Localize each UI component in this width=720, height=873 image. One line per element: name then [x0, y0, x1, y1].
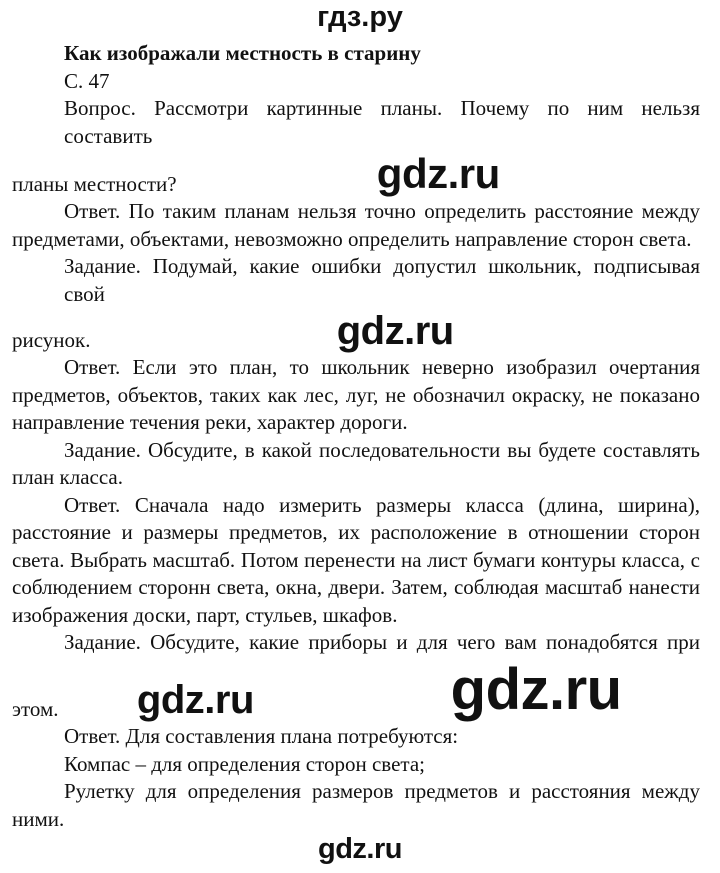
- text-line: этом.: [12, 696, 59, 721]
- text-line: Ответ. По таким планам нельзя точно определить расстояние между: [64, 199, 700, 224]
- watermark-group: [177, 150, 700, 198]
- watermark: gdz.ru: [318, 833, 402, 866]
- text-line: Задание. Подумай, какие ошибки допустил школьник, подписывая свой: [64, 254, 700, 306]
- watermark: gdz.ru: [450, 656, 622, 722]
- text-line: Ответ. Для составления плана потребуются:: [64, 724, 459, 749]
- text-line: Вопрос. Рассмотри картинные планы. Почему по ним нельзя составить: [64, 96, 700, 148]
- text-row: [12, 308, 700, 354]
- text-line: план класса.: [12, 465, 123, 490]
- text-line: предметов, объектов, таких как лес, луг, не обозначил окраску, не показано: [12, 382, 700, 407]
- text-line: рисунок.: [12, 327, 91, 352]
- text-row: [12, 150, 700, 198]
- text-line: Ответ. Сначала надо измерить размеры класса (длина, ширина),: [64, 492, 700, 517]
- text-line: направление течения реки, характер дороги.: [12, 410, 408, 435]
- text-line: расстояние и размеры предметов, их расположение в отношении сторон: [12, 520, 700, 545]
- watermark: gdz.ru: [136, 678, 254, 723]
- text-row: [12, 657, 700, 724]
- watermark-group: [90, 308, 700, 354]
- watermark-group: [59, 657, 700, 724]
- text-line: Ответ. Если это план, то школьник неверно изобразил очертания: [64, 355, 700, 380]
- watermark: gdz.ru: [376, 150, 500, 197]
- text-line: света. Выбрать масштаб. Потом перенести на лист бумаги контуры класса, с: [12, 547, 700, 572]
- text-line: Задание. Обсудите, в какой последовательности вы будете составлять: [64, 437, 700, 462]
- text-line: Компас – для определения сторон света;: [64, 751, 426, 776]
- text-line: планы местности?: [12, 171, 177, 196]
- text-line: Рулетку для определения размеров предметов и расстояния между: [64, 779, 700, 804]
- text-line: Задание. Обсудите, какие приборы и для чего вам понадобятся при: [64, 630, 700, 655]
- text-line: предметами, объектами, невозможно определить направление сторон света.: [12, 226, 692, 251]
- watermark: gdz.ru: [336, 309, 454, 354]
- text-line: С. 47: [64, 68, 110, 93]
- text-line: соблюдением сторонн света, окна, двери. Затем, соблюдая масштаб нанести: [12, 575, 700, 600]
- text-line: изображения доски, парт, стульев, шкафов.: [12, 602, 398, 627]
- site-header: гдз.ру: [317, 1, 403, 33]
- text-line: ними.: [12, 806, 65, 831]
- document-body: [12, 40, 700, 833]
- section-title: Как изображали местность в старину: [64, 41, 421, 65]
